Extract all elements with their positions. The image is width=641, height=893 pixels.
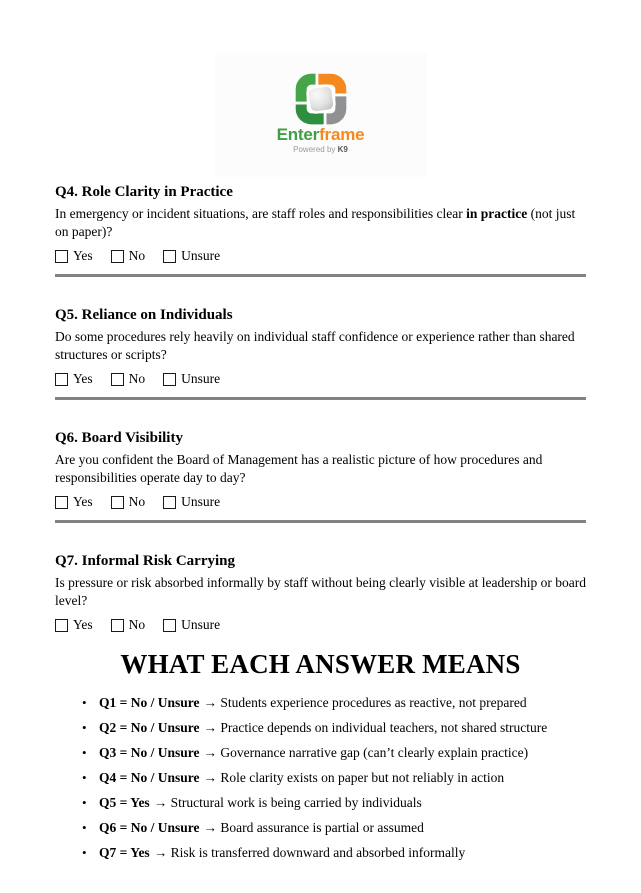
checkbox-icon[interactable] xyxy=(163,250,176,263)
answer-meaning-item: • Q3 = No / Unsure → Governance narrative gap (can’t clearly explain practice) xyxy=(82,743,586,762)
checkbox-icon[interactable] xyxy=(163,619,176,632)
logo-wordmark-enter: Enter xyxy=(276,125,320,144)
question-heading: Q5. Reliance on Individuals xyxy=(55,307,233,323)
logo-wordmark-frame: frame xyxy=(319,125,365,144)
checkbox-icon[interactable] xyxy=(111,373,124,386)
logo-powered-by: Powered by K9 xyxy=(293,145,348,154)
checkbox-icon[interactable] xyxy=(55,373,68,386)
question-heading: Q6. Board Visibility xyxy=(55,430,183,446)
section-divider xyxy=(55,397,586,400)
option-yes[interactable] xyxy=(55,617,93,633)
logo-block xyxy=(215,53,427,177)
question-heading: Q4. Role Clarity in Practice xyxy=(55,184,233,200)
option-label: Unsure xyxy=(181,248,221,263)
section-divider xyxy=(55,274,586,277)
checkbox-icon[interactable] xyxy=(55,496,68,509)
option-label: No xyxy=(128,494,146,509)
question-section-q7 xyxy=(55,552,586,633)
checkbox-icon[interactable] xyxy=(111,250,124,263)
option-yes[interactable] xyxy=(55,494,93,510)
section-divider xyxy=(55,520,586,523)
checkbox-icon[interactable] xyxy=(55,619,68,632)
option-yes[interactable] xyxy=(55,248,93,264)
option-label: Unsure xyxy=(181,617,221,632)
option-yes[interactable] xyxy=(55,371,93,387)
question-body: In emergency or incident situations, are staff roles and responsibilities clear in practice (not just on paper)? xyxy=(55,206,576,239)
option-no[interactable] xyxy=(111,494,146,510)
option-unsure[interactable] xyxy=(163,248,220,264)
question-body: Is pressure or risk absorbed informally by staff without being clearly visible at leadership or board level? xyxy=(55,575,586,608)
option-label: Yes xyxy=(73,248,93,263)
checkbox-icon[interactable] xyxy=(111,496,124,509)
option-label: No xyxy=(128,617,146,632)
option-no[interactable] xyxy=(111,617,146,633)
answer-meaning-item: • Q2 = No / Unsure → Practice depends on individual teachers, not shared structure xyxy=(82,718,586,737)
option-label: No xyxy=(128,248,146,263)
answer-options xyxy=(55,617,586,633)
question-section-q6 xyxy=(55,429,586,523)
answer-meaning-item: • Q1 = No / Unsure → Students experience procedures as reactive, not prepared xyxy=(82,693,586,712)
answer-options xyxy=(55,371,586,387)
enterframe-logo-icon xyxy=(294,72,348,126)
answer-meaning-item: • Q6 = No / Unsure → Board assurance is partial or assumed xyxy=(82,818,586,837)
question-section-q4 xyxy=(55,183,586,277)
question-heading: Q7. Informal Risk Carrying xyxy=(55,553,235,569)
checkbox-icon[interactable] xyxy=(55,250,68,263)
checkbox-icon[interactable] xyxy=(111,619,124,632)
checkbox-icon[interactable] xyxy=(163,373,176,386)
summary-title: WHAT EACH ANSWER MEANS xyxy=(120,649,521,679)
option-unsure[interactable] xyxy=(163,617,220,633)
answer-meaning-item: • Q4 = No / Unsure → Role clarity exists on paper but not reliably in action xyxy=(82,768,586,787)
answer-meaning-list xyxy=(82,693,586,862)
logo-wordmark xyxy=(215,127,427,143)
question-body: Are you confident the Board of Management has a realistic picture of how procedures and responsibilities operate day to day? xyxy=(55,452,543,485)
option-label: No xyxy=(128,371,146,386)
answer-meaning-item: • Q5 = Yes → Structural work is being carried by individuals xyxy=(82,793,586,812)
option-label: Unsure xyxy=(181,371,221,386)
question-body: Do some procedures rely heavily on individual staff confidence or experience rather than shared structures or scripts? xyxy=(55,329,575,362)
option-unsure[interactable] xyxy=(163,494,220,510)
answer-options xyxy=(55,248,586,264)
option-unsure[interactable] xyxy=(163,371,220,387)
checkbox-icon[interactable] xyxy=(163,496,176,509)
option-no[interactable] xyxy=(111,371,146,387)
answer-options xyxy=(55,494,586,510)
option-label: Unsure xyxy=(181,494,221,509)
logo-k9: K9 xyxy=(337,145,348,154)
document-content xyxy=(0,183,641,862)
option-no[interactable] xyxy=(111,248,146,264)
question-section-q5 xyxy=(55,306,586,400)
option-label: Yes xyxy=(73,617,93,632)
option-label: Yes xyxy=(73,371,93,386)
answer-meaning-item: • Q7 = Yes → Risk is transferred downward and absorbed informally xyxy=(82,843,586,862)
option-label: Yes xyxy=(73,494,93,509)
